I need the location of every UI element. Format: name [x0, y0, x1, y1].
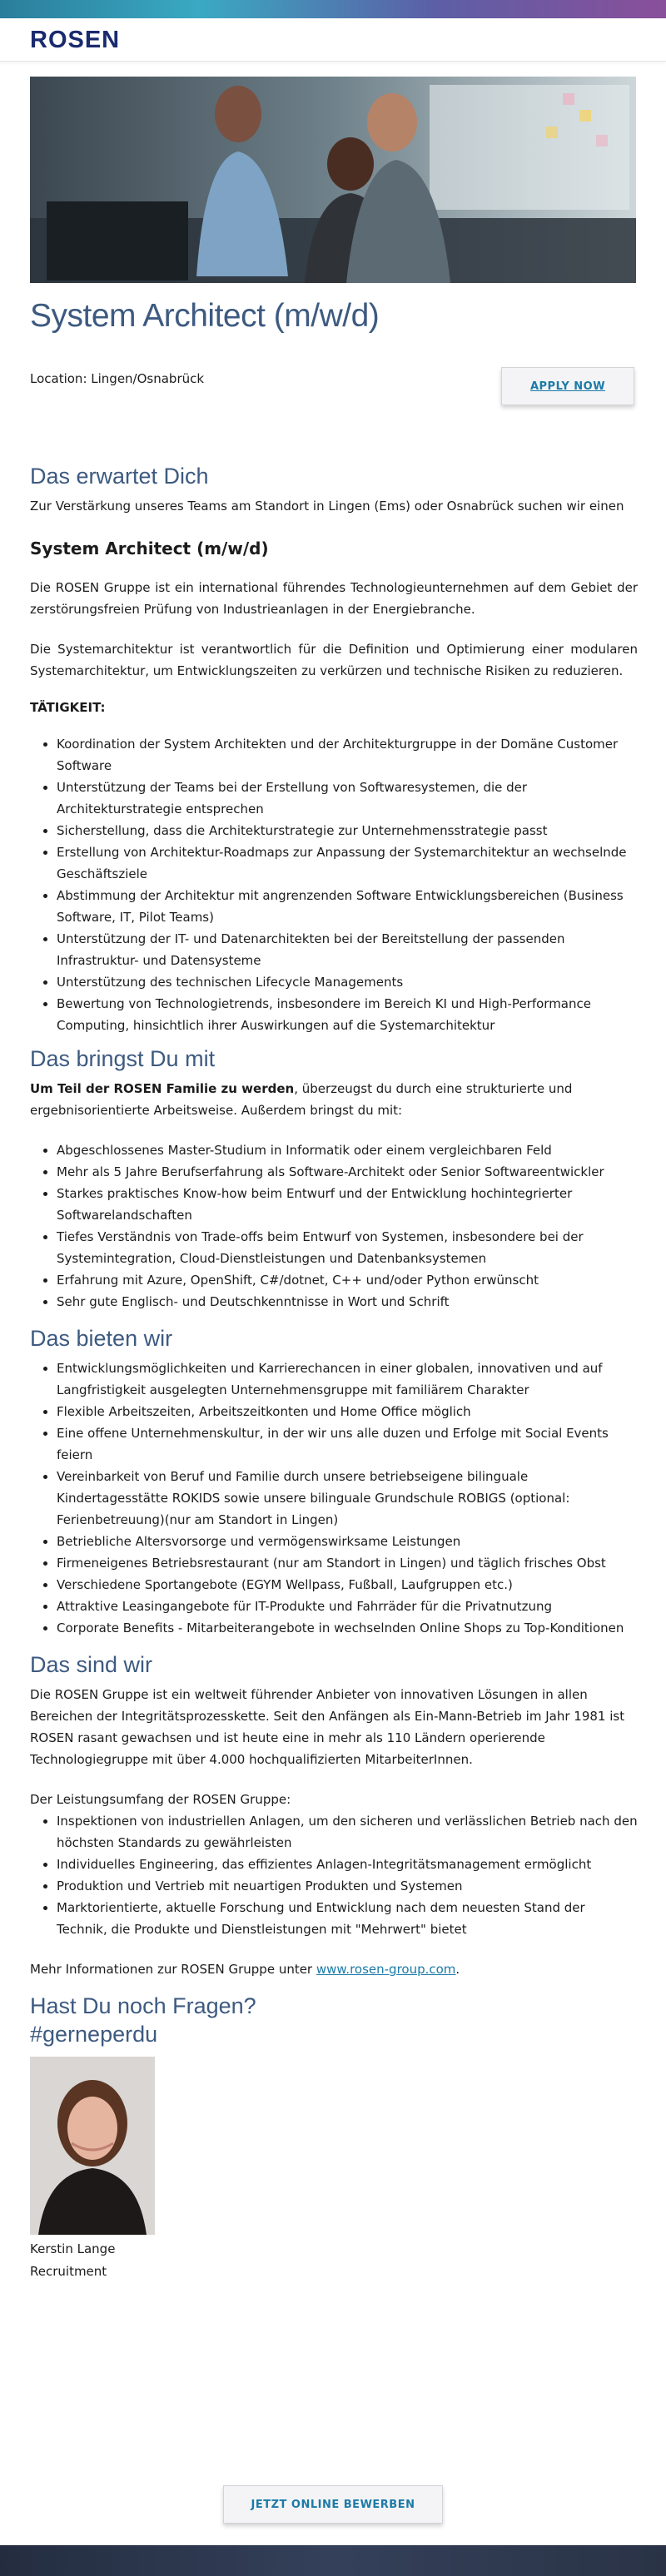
scope-label: Der Leistungsumfang der ROSEN Gruppe:: [30, 1792, 291, 1807]
list-item: • Verschiedene Sportangebote (EGYM Wellpass, Fußball, Laufgruppen etc.): [57, 1574, 638, 1596]
list-item: • Starkes praktisches Know-how beim Entwurf und der Entwicklung hochintegrierter Softwarelandschaften: [57, 1183, 638, 1226]
list-item: • Entwicklungsmöglichkeiten und Karrierechancen in einer globalen, innovativen und auf Langfristigkeit ausgelegten Unternehmensgruppe mit familiärem Charakter: [57, 1357, 638, 1401]
list-item: • Abstimmung der Architektur mit angrenzenden Software Entwicklungsbereichen (Business Software, IT, Pilot Teams): [57, 885, 638, 928]
apply-online-button[interactable]: JETZT ONLINE BEWERBEN: [223, 2485, 443, 2524]
apply-now-button[interactable]: APPLY NOW: [501, 367, 634, 405]
section-heading-expect: Das erwartet Dich: [30, 464, 209, 489]
list-item: • Mehr als 5 Jahre Berufserfahrung als Software-Architekt oder Senior Softwareentwickler: [57, 1161, 638, 1183]
job-description: [30, 462, 638, 2283]
job-title: System Architect (m/w/d): [30, 298, 380, 334]
site-footer: [0, 2545, 666, 2576]
benefits-list: [30, 1357, 638, 1639]
contact-photo: [30, 2057, 155, 2235]
more-info-end: .: [455, 1962, 460, 1977]
list-item: • Inspektionen von industriellen Anlagen, um den sicheren und verlässlichen Betrieb nach den höchsten Standards zu gewährleisten: [57, 1810, 638, 1854]
contact-name: Kerstin Lange: [30, 2241, 116, 2256]
section-heading-offer: Das bieten wir: [30, 1326, 173, 1351]
list-item: • Erfahrung mit Azure, OpenShift, C#/dotnet, C++ und/oder Python erwünscht: [57, 1269, 638, 1291]
section-heading-bring: Das bringst Du mit: [30, 1046, 216, 1071]
hero-image: [30, 77, 636, 283]
list-item: • Unterstützung der IT- und Datenarchitekten bei der Bereitstellung der passenden Infrastruktur- und Datensysteme: [57, 928, 638, 971]
bring-intro-rest: , überzeugst du durch eine strukturierte und ergebnisorientierte Arbeitsweise. Außerdem bringst du mit:: [30, 1081, 573, 1118]
contact-heading: Hast Du noch Fragen?: [30, 1993, 256, 2018]
list-item: • Erstellung von Architektur-Roadmaps zur Anpassung der Systemarchitektur an wechselnde Geschäftsziele: [57, 841, 638, 885]
contact-role: Recruitment: [30, 2264, 107, 2279]
list-item: • Firmeneigenes Betriebsrestaurant (nur am Standort in Lingen) und täglich frisches Obst: [57, 1552, 638, 1574]
list-item: • Flexible Arbeitszeiten, Arbeitszeitkonten und Home Office möglich: [57, 1401, 638, 1422]
list-item: • Corporate Benefits - Mitarbeiterangebote in wechselnden Online Shops zu Top-Konditionen: [57, 1617, 638, 1639]
job-location: Location: Lingen/Osnabrück: [30, 371, 205, 386]
tasks-label: TÄTIGKEIT:: [30, 700, 106, 715]
services-list: [30, 1810, 638, 1940]
list-item: • Bewertung von Technologietrends, insbesondere im Bereich KI und High-Performance Computing, hinsichtlich ihrer Auswirkungen auf die Systemarchitektur: [57, 993, 638, 1036]
list-item: • Attraktive Leasingangebote für IT-Produkte und Fahrräder für die Privatnutzung: [57, 1596, 638, 1617]
office-team-illustration: [30, 77, 636, 283]
bring-intro-bold: Um Teil der ROSEN Familie zu werden: [30, 1081, 295, 1096]
about-paragraph: Die ROSEN Gruppe ist ein weltweit führender Anbieter von innovativen Lösungen in allen Bereichen der Integritätsprozesskette. Seit den Anfängen als Ein-Mann-Betrieb im Jahr 1981 ist ROSEN rasant gewachsen und ist heute eine in mehr als 110 Ländern operierende Technologiegruppe mit über 4.000 hochqualifizierten MitarbeiterInnen.: [30, 1687, 625, 1767]
bring-intro: [30, 1078, 638, 1121]
list-item: • Vereinbarkeit von Beruf und Familie durch unsere betriebseigene bilinguale Kindertagesstätte ROKIDS sowie unsere bilinguale Grundschule ROBIGS (optional: Ferienbetreuung)(nur am Standort in Lingen): [57, 1466, 638, 1531]
company-intro-paragraph: Die ROSEN Gruppe ist ein international führendes Technologieunternehmen auf dem Gebiet der zerstörungsfreien Prüfung von Industrieanlagen in der Energiebranche.: [30, 580, 638, 617]
list-item: • Abgeschlossenes Master-Studium in Informatik oder einem vergleichbaren Feld: [57, 1139, 638, 1161]
requirements-list: [30, 1139, 638, 1313]
job-subtitle: System Architect (m/w/d): [30, 539, 269, 558]
list-item: • Unterstützung des technischen Lifecycle Managements: [57, 971, 638, 993]
section-heading-about: Das sind wir: [30, 1652, 153, 1677]
list-item: • Sicherstellung, dass die Architekturstrategie zur Unternehmensstrategie passt: [57, 820, 638, 841]
list-item: • Unterstützung der Teams bei der Erstellung von Softwaresystemen, die der Architekturstrategie entsprechen: [57, 777, 638, 820]
list-item: • Koordination der System Architekten und der Architekturgruppe in der Domäne Customer Software: [57, 733, 638, 777]
list-item: • Marktorientierte, aktuelle Forschung und Entwicklung nach dem neuesten Stand der Technik, die Produkte und Dienstleistungen mit "Mehrwert" bietet: [57, 1897, 638, 1940]
contact-hashtag: #gerneperdu: [30, 2022, 158, 2047]
role-description-paragraph: Die Systemarchitektur ist verantwortlich für die Definition und Optimierung einer modularen Systemarchitektur, um Entwicklungszeiten zu verkürzen und technische Risiken zu reduzieren.: [30, 642, 638, 678]
list-item: • Betriebliche Altersvorsorge und vermögenswirksame Leistungen: [57, 1531, 638, 1552]
rosen-logo[interactable]: ROSEN: [30, 27, 121, 53]
list-item: • Tiefes Verständnis von Trade-offs beim Entwurf von Systemen, insbesondere bei der Systemintegration, Cloud-Dienstleistungen und Datenbanksystemen: [57, 1226, 638, 1269]
contact-portrait: [30, 2057, 155, 2235]
tasks-list: [30, 733, 638, 1036]
top-gradient-stripe: [0, 0, 666, 18]
list-item: • Individuelles Engineering, das effizientes Anlagen-Integritätsmanagement ermöglicht: [57, 1854, 638, 1875]
site-header: [0, 18, 666, 62]
list-item: • Sehr gute Englisch- und Deutschkenntnisse in Wort und Schrift: [57, 1291, 638, 1313]
more-info-text: Mehr Informationen zur ROSEN Gruppe unter: [30, 1962, 316, 1977]
list-item: • Produktion und Vertrieb mit neuartigen Produkten und Systemen: [57, 1875, 638, 1897]
more-info: [30, 1958, 638, 1980]
rosen-group-link[interactable]: www.rosen-group.com: [316, 1962, 456, 1977]
expect-intro: Zur Verstärkung unseres Teams am Standort in Lingen (Ems) oder Osnabrück suchen wir einen: [30, 499, 624, 514]
list-item: • Eine offene Unternehmenskultur, in der wir uns alle duzen und Erfolge mit Social Events feiern: [57, 1422, 638, 1466]
